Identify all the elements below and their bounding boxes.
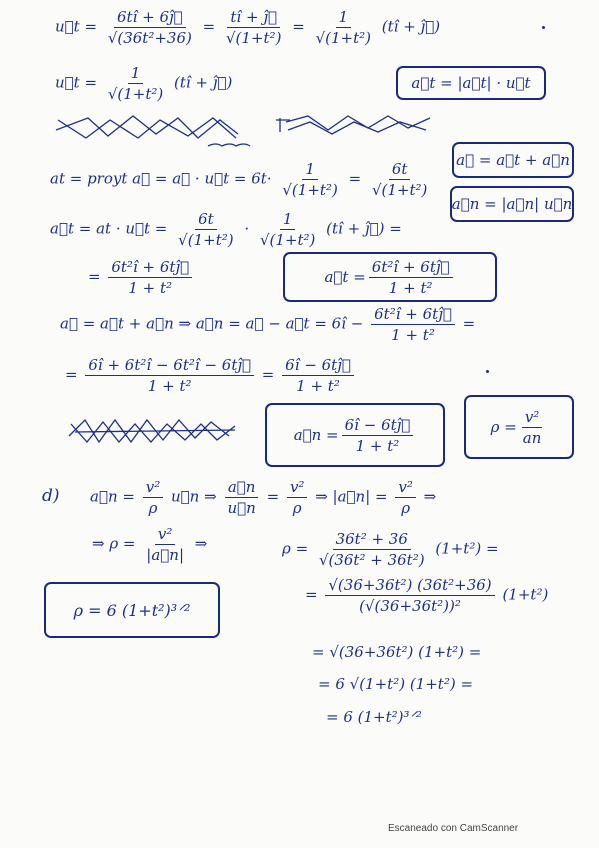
eq-d-line2: ⇒ ρ = $\frac{\text{v²}}{|a⃗n|}$ ⇒: [92, 525, 208, 564]
stray-dot: [486, 370, 489, 373]
part-d-label: d): [42, 486, 60, 506]
eq-d-line3: ρ = $\frac{\text{36t² + 36}}{\text{√(36t² + 36t²)}}$ (1+t²) =: [282, 530, 499, 569]
fraction: $\frac{tî + ĵ⃗}{\text{√(1+t²)}}$: [226, 8, 282, 47]
eq-at-result: = $\frac{\text{6t²î + 6tĵ⃗}}{\text{1 + t²}}$: [88, 258, 195, 297]
fraction: $\frac{\text{v²}}{|a⃗n|}$: [146, 525, 184, 564]
fraction: $\frac{6t}{\text{√(1+t²)}}$: [178, 210, 234, 249]
eq-d-line5: = √(36+36t²) (1+t²) =: [312, 643, 482, 661]
crossed-out-scribble: [65, 412, 245, 452]
fraction: $\frac{1}{\text{√(1+t²)}}$: [282, 160, 338, 199]
fraction: $\frac{\text{6î + 6t²î − 6t²î − 6tĵ⃗}}{\text{1 + t²}}$: [85, 356, 254, 395]
eq-an-simplify: = $\frac{\text{6î + 6t²î − 6t²î − 6tĵ⃗}}{\text{1 + t²}}$ = $\frac{6î - 6tĵ⃗}{\text{1 + t²}}$: [65, 356, 357, 395]
fraction: $\frac{\text{v²}}{\rho}$: [395, 478, 416, 517]
fraction: $\frac{1}{\text{√(1+t²)}}$: [315, 8, 371, 47]
eq-d-line4: = $\frac{\text{√(36+36t²) (36t²+36)}}{\text{(√(36+36t²))²}}$ (1+t²): [305, 576, 549, 615]
boxed-at-value: a⃗t = $\frac{\text{6t²î + 6tĵ⃗}}{\text{1 + t²}}$: [283, 252, 497, 302]
fraction: $\frac{\text{6t²î + 6tĵ⃗}}{\text{1 + t²}}$: [371, 305, 455, 344]
fraction: $\frac{\text{√(36+36t²) (36t²+36)}}{\text{(√(36+36t²))²}}$: [325, 576, 494, 615]
ut-label: u⃗t =: [55, 17, 98, 36]
boxed-rho-final: ρ = 6 (1+t²)³ᐟ²: [44, 582, 220, 638]
boxed-at-formula: a⃗t = |a⃗t| · u⃗t: [396, 66, 546, 100]
fraction: $\frac{\text{v²}}{\rho}$: [143, 478, 164, 517]
eq-d-line1: a⃗n = $\frac{\text{v²}}{\rho}$ u⃗n ⇒ $\frac{a⃗n}{u⃗n}$ = $\frac{\text{v²}}{\rho}$ ⇒ |a⃗n| = $\frac{\text{v²}}{\rho}$ ⇒: [90, 478, 437, 517]
eq-an-derivation: a⃗ = a⃗t + a⃗n ⇒ a⃗n = a⃗ − a⃗t = 6î − $\frac{\text{6t²î + 6tĵ⃗}}{\text{1 + t²}}$ =: [60, 305, 476, 344]
fraction: $\frac{\text{v²}}{an}$: [522, 407, 542, 447]
fraction: $\frac{6tî + 6ĵ⃗}{\text{√(36t²+36)}}$: [107, 8, 192, 47]
crossed-out-scribble: [48, 108, 508, 158]
fraction: $\frac{a⃗n}{u⃗n}$: [224, 478, 258, 517]
eq-d-line7: = 6 (1+t²)³ᐟ²: [326, 708, 422, 726]
eq-at-vector: a⃗t = at · u⃗t = $\frac{6t}{\text{√(1+t²)}}$ · $\frac{1}{\text{√(1+t²)}}$ (tî + ĵ⃗) =: [50, 210, 402, 249]
eq-ut-line2: u⃗t = $\frac{1}{\text{√(1+t²)}}$ (tî + ĵ⃗): [55, 64, 233, 103]
fraction: $\frac{1}{\text{√(1+t²)}}$: [107, 64, 164, 103]
fraction: $\frac{6î - 6tĵ⃗}{\text{1 + t²}}$: [342, 416, 414, 455]
eq-ut-line1: u⃗t = $\frac{6tî + 6ĵ⃗}{\text{√(36t²+36)}}$ = $\frac{tî + ĵ⃗}{\text{√(1+t²)}}$ = $\frac{1}{\text{√(1+t²)}}$ (tî + ĵ⃗): [55, 8, 441, 47]
stray-dot: [542, 26, 545, 29]
fraction: $\frac{\text{v²}}{\rho}$: [287, 478, 308, 517]
boxed-an-value: a⃗n = $\frac{6î - 6tĵ⃗}{\text{1 + t²}}$: [265, 403, 445, 467]
boxed-rho-definition: ρ = $\frac{\text{v²}}{an}$: [464, 395, 574, 459]
boxed-an-modulus: a⃗n = |a⃗n| u⃗n: [450, 186, 574, 222]
eq-at-scalar: at = proyt a⃗ = a⃗ · u⃗t = 6t· $\frac{1}{\text{√(1+t²)}}$ = $\frac{6t}{\text{√(1+t²)}}$: [50, 160, 433, 199]
boxed-acceleration-sum: a⃗ = a⃗t + a⃗n: [452, 142, 574, 178]
fraction: $\frac{\text{6t²î + 6tĵ⃗}}{\text{1 + t²}}$: [369, 258, 453, 297]
fraction: $\frac{\text{36t² + 36}}{\text{√(36t² + 36t²)}}$: [318, 530, 425, 569]
eq-d-line6: = 6 √(1+t²) (1+t²) =: [318, 675, 474, 693]
fraction: $\frac{1}{\text{√(1+t²)}}$: [259, 210, 316, 249]
fraction: $\frac{6î - 6tĵ⃗}{\text{1 + t²}}$: [282, 356, 354, 395]
scanner-watermark: Escaneado con CamScanner: [388, 823, 519, 834]
fraction: $\frac{6t}{\text{√(1+t²)}}$: [371, 160, 428, 199]
fraction: $\frac{\text{6t²î + 6tĵ⃗}}{\text{1 + t²}}$: [108, 258, 192, 297]
